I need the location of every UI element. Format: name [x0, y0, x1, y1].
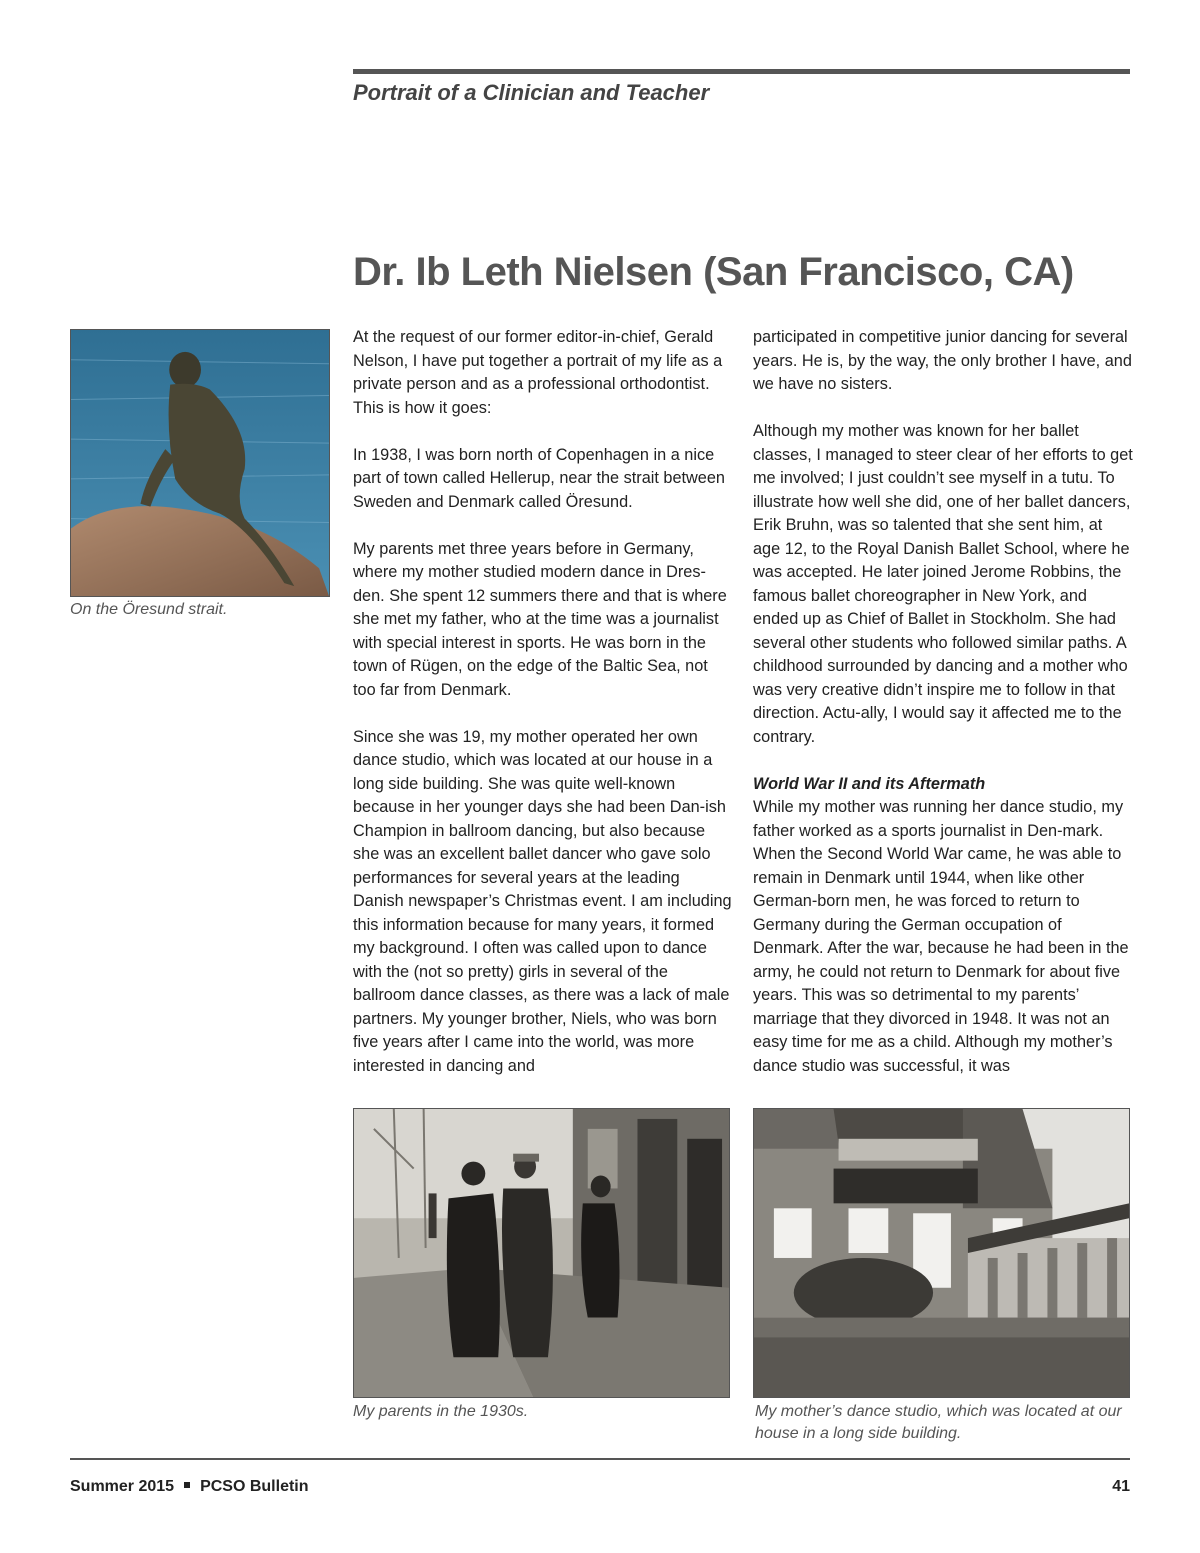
footer-rule: [70, 1458, 1130, 1460]
paragraph: Since she was 19, my mother operated her own dance studio, which was located at our house in a long side building. She was quite well-known because in her younger days she had been Dan-ish Champion in ballroom dancing, but also because she was an excellent ballet dancer who gave solo performances for several years at the leading Danish newspaper’s Christmas event. I am including this information because for many years, it formed my background. I often was called upon to dance with the (not so pretty) girls in several of the ballroom dance classes, as there was a lack of male partners. My younger brother, Niels, who was born five years after I came into the world, was more interested in dancing and: [353, 727, 732, 1075]
header-rule: [353, 69, 1130, 74]
paragraph: participated in competitive junior dancing for several years. He is, by the way, the only brother I have, and we have no sisters.: [753, 328, 1132, 393]
mermaid-photo: [70, 329, 330, 597]
paragraph: Although my mother was known for her ballet classes, I managed to steer clear of her efforts to get me involved; I just couldn’t see myself in a tutu. To illustrate how well she did, one of her ballet dancers, Erik Bruhn, was so talented that she sent him, at age 12, to the Royal Danish Ballet School, where he was accepted. He later joined Jerome Robbins, the famous ballet choreographer in New York, and ended up as Chief of Ballet in Stockholm. She had several other students who followed similar paths. A childhood surrounded by dancing and a mother who was very creative didn’t inspire me to follow in that direction. Actu-ally, I would say it affected me to the contrary.: [753, 422, 1133, 746]
article-column-left: [353, 326, 733, 1102]
subheading: World War II and its Aftermath: [753, 774, 986, 793]
footer-bullet: [184, 1482, 190, 1488]
section-title: Portrait of a Clinician and Teacher: [353, 80, 710, 105]
paragraph: While my mother was running her dance studio, my father worked as a sports journalist in Den-mark. When the Second World War came, he was able to remain in Denmark until 1944, when like other German-born men, he was forced to return to Germany during the German occupation of Denmark. After the war, because he had been in the army, he could not return to Denmark for about five years. This was so detrimental to my parents’ marriage that they divorced in 1948. It was not an easy time for me as a child. Although my mother’s dance studio was successful, it was: [753, 798, 1129, 1075]
article-title: Dr. Ib Leth Nielsen (San Francisco, CA): [353, 250, 1074, 294]
page-number: 41: [1112, 1478, 1130, 1495]
parents-photo: [353, 1108, 730, 1398]
parents-caption: My parents in the 1930s.: [353, 1403, 529, 1420]
studio-caption: My mother’s dance studio, which was located at our house in a long side building.: [755, 1403, 1122, 1442]
footer-issue-date: Summer 2015: [70, 1478, 175, 1495]
paragraph: At the request of our former editor-in-chief, Gerald Nelson, I have put together a portrait of my life as a private person and as a professional orthodontist. This is how it goes:: [353, 328, 723, 417]
studio-photo: [753, 1108, 1130, 1398]
mermaid-caption: On the Öresund strait.: [70, 601, 228, 618]
article-column-right: [753, 326, 1133, 1102]
footer-publication: PCSO Bulletin: [200, 1478, 309, 1495]
paragraph: In 1938, I was born north of Copenhagen in a nice part of town called Hellerup, near the strait between Sweden and Denmark called Öresund.: [353, 445, 725, 511]
footer-issue: [70, 1478, 309, 1496]
paragraph: My parents met three years before in Germany, where my mother studied modern dance in Dres-den. She spent 12 summers there and that is where she met my father, who at the time was a journalist with special interest in sports. He was born in the town of Rügen, on the edge of the Baltic Sea, not too far from Denmark.: [353, 539, 727, 699]
